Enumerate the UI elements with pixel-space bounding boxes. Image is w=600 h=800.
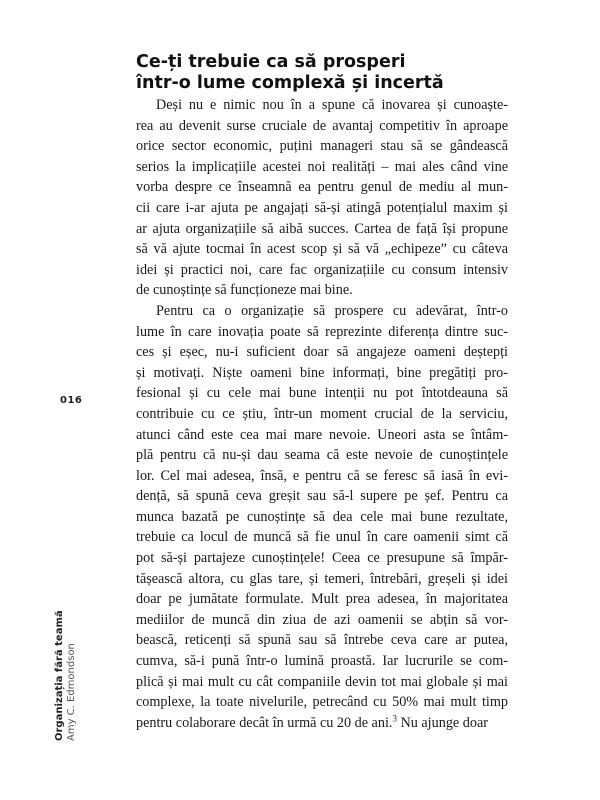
last-line-before: pentru colaborare decât în urmă cu 20 de ani. xyxy=(136,714,393,731)
text-line: și motivați. Niște oameni bine informați, bine pregătiți pro- xyxy=(136,364,508,381)
heading-line-1: Ce-ți trebuie ca să prosperi xyxy=(136,52,406,72)
last-line-after: Nu ajunge doar xyxy=(396,714,488,731)
text-line: ces și eșec, nu-i suficient doar să angajeze oameni deștepți xyxy=(136,344,508,361)
text-line-last xyxy=(136,713,508,734)
text-line: complexe, la toate nivelurile, petrecând cu 50% mai mult timp xyxy=(136,694,508,711)
paragraph-2 xyxy=(136,301,508,733)
page-number: 016 xyxy=(60,395,83,406)
text-line: vorba despre ce înseamnă ea pentru genul de mediu al mun- xyxy=(136,179,508,196)
text-line: fesional și cu cele mai bune intenții nu pot întotdeauna să xyxy=(136,385,508,402)
body-text xyxy=(136,95,508,733)
text-line: plică și mai mult cu cât companiile devin tot mai globale și mai xyxy=(136,673,508,690)
running-title xyxy=(54,610,78,741)
text-line: tășească altora, cu glas tare, și temeri, întrebări, greșeli și idei xyxy=(136,570,508,587)
text-line: cumva, să-i pună într-o lumină proastă. Iar lucrurile se com- xyxy=(136,653,508,670)
text-line: să vă ajute tocmai în acest scop și să vă „echipeze” cu câteva xyxy=(136,241,508,258)
text-line: orice sector economic, puțini manageri stau să se gândească xyxy=(136,138,508,155)
paragraph-1 xyxy=(136,95,508,301)
text-line: ar ajuta organizațiile să aibă succes. Cartea de față își propune xyxy=(136,220,508,237)
text-line: bească, reticenți să spună sau să întrebe ceva care ar putea, xyxy=(136,632,508,649)
text-line: idei și practici noi, care fac organizațiile cu consum intensiv xyxy=(136,261,508,278)
author-name: Amy C. Edmondson xyxy=(66,643,77,741)
text-line: mediilor de muncă din ziua de azi oamenii se abțin să vor- xyxy=(136,611,508,628)
text-line: Deși nu e nimic nou în a spune că inovarea și cunoaște- xyxy=(156,97,508,113)
text-line: lume în care inovația poate să reprezinte diferența dintre suc- xyxy=(136,323,508,340)
heading-line-2: într-o lume complexă și incertă xyxy=(136,73,444,93)
text-line: serios la implicațiile acestei noi realități – mai ales când vine xyxy=(136,158,508,175)
footnote-marker[interactable]: 3 xyxy=(392,713,397,724)
text-line: lor. Cel mai adesea, însă, e pentru că se feresc să iasă în evi- xyxy=(136,467,508,484)
text-line: trebuie ca locul de muncă să fie unul în care oamenii simt că xyxy=(136,529,508,546)
text-line: de cunoștințe să funcționeze mai bine. xyxy=(136,282,353,299)
text-line: munca bazată pe cunoștințe să dea cele mai bune rezultate, xyxy=(136,508,508,525)
text-line: plă pentru că nu-și dau seama că este nevoie de cunoștințele xyxy=(136,447,508,464)
text-line: contribuie cu ce știu, într-un moment crucial de la serviciu, xyxy=(136,405,508,422)
section-heading xyxy=(136,52,556,94)
text-line: rea au devenit surse cruciale de avantaj competitiv în aproape xyxy=(136,117,508,134)
text-line: cii care i-ar ajuta pe angajați să-și atingă potențialul maxim și xyxy=(136,199,508,216)
text-line: atunci când este cea mai mare nevoie. Uneori asta se întâm- xyxy=(136,426,508,443)
text-line: dență, să spună ceva greșit sau să-l supere pe șef. Pentru ca xyxy=(136,488,508,505)
text-line: doar pe jumătate formulate. Mult prea adesea, în majoritatea xyxy=(136,591,508,608)
text-line: pot să-și partajeze cunoștințele! Ceea ce presupune să împăr- xyxy=(136,550,508,567)
book-title: Organizația fără teamă xyxy=(54,610,65,741)
text-line: Pentru ca o organizație să prospere cu adevărat, într-o xyxy=(156,302,508,319)
